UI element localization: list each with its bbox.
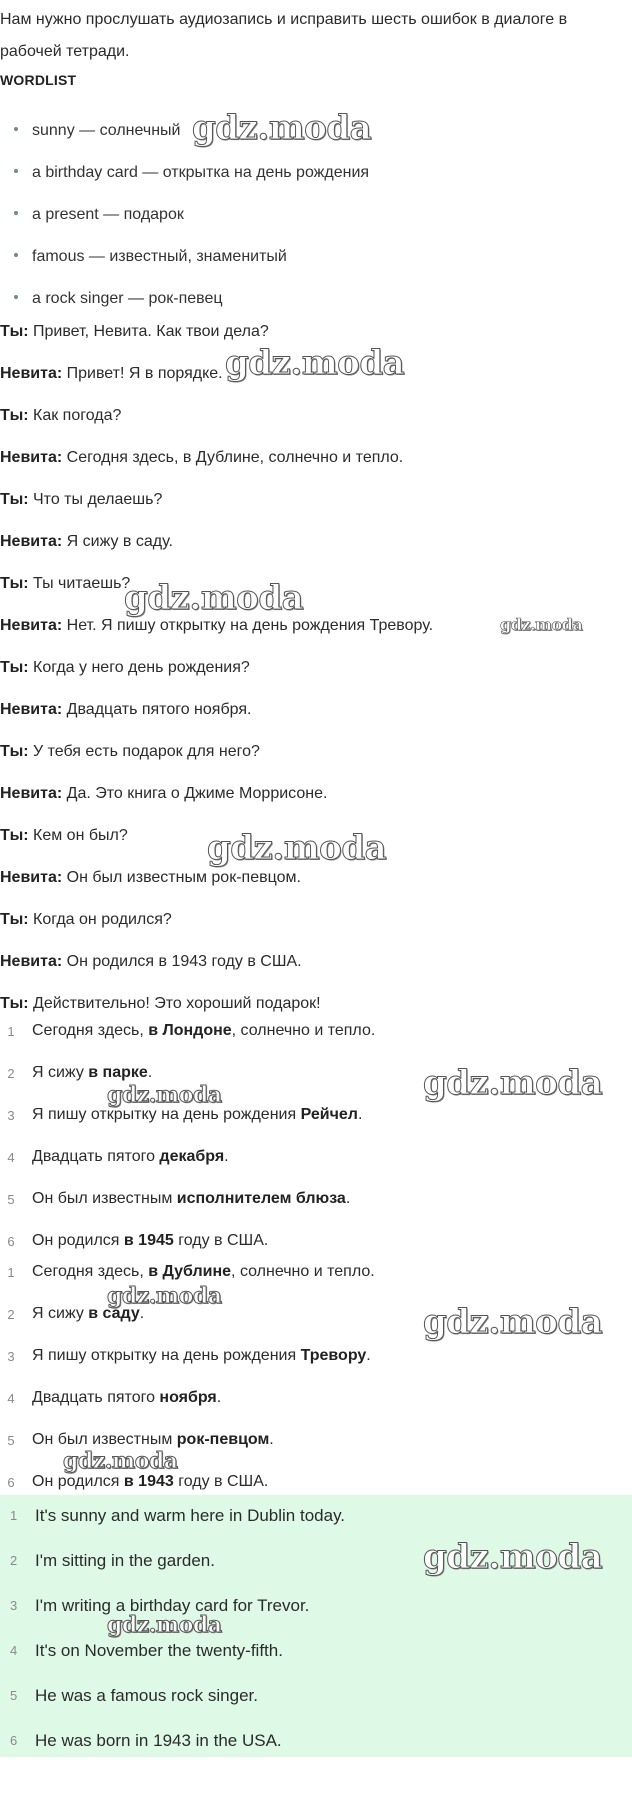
watermark-logo: gdz.moda — [207, 828, 387, 868]
wordlist-item: famous — известный, знаменитый — [14, 248, 287, 266]
answer-line: He was born in 1943 in the USA. — [35, 1731, 282, 1750]
watermark-logo: gdz.moda — [124, 578, 304, 618]
list-number: 4 — [7, 1391, 15, 1406]
answer-line: It's on November the twenty-fifth. — [35, 1641, 283, 1660]
list-number: 5 — [7, 1433, 15, 1448]
dialogue-line: Невита: Да. Это книга о Джиме Моррисоне. — [0, 785, 328, 802]
list-number: 3 — [7, 1349, 15, 1364]
list-number: 1 — [7, 1024, 15, 1039]
watermark-logo: gdz.moda — [107, 1082, 222, 1108]
bullet-icon — [14, 253, 18, 257]
list-number: 2 — [10, 1553, 18, 1568]
bullet-icon — [14, 211, 18, 215]
answer-line: I'm sitting in the garden. — [35, 1551, 215, 1570]
list-number: 2 — [7, 1066, 15, 1081]
dialogue-line: Ты: У тебя есть подарок для него? — [0, 743, 260, 760]
answer-line: He was a famous rock singer. — [35, 1686, 258, 1705]
list-number: 3 — [10, 1598, 18, 1613]
dialogue-line: Ты: Когда у него день рождения? — [0, 659, 250, 676]
dialogue-line: Невита: Привет! Я в порядке. — [0, 365, 223, 382]
watermark-logo: gdz.moda — [107, 1612, 222, 1638]
dialogue-line: Невита: Двадцать пятого ноября. — [0, 701, 252, 718]
list-number: 1 — [7, 1265, 15, 1280]
watermark-logo: gdz.moda — [423, 1063, 603, 1103]
list-number: 1 — [10, 1508, 18, 1523]
watermark-logo: gdz.moda — [423, 1537, 603, 1577]
list-number: 6 — [10, 1733, 18, 1748]
dialogue-line: Невита: Он родился в 1943 году в США. — [0, 953, 302, 970]
dialogue-line: Невита: Нет. Я пишу открытку на день рождения Тревору. — [0, 617, 434, 634]
dialogue-line: Невита: Сегодня здесь, в Дублине, солнечно и тепло. — [0, 449, 404, 466]
list-number: 2 — [7, 1307, 15, 1322]
watermark-logo: gdz.moda — [500, 615, 583, 634]
answer-line: I'm writing a birthday card for Trevor. — [35, 1596, 310, 1615]
list-item: Я сижу в парке. — [32, 1064, 153, 1081]
list-item: Двадцать пятого декабря. — [32, 1148, 229, 1165]
list-number: 3 — [7, 1108, 15, 1123]
list-item: Сегодня здесь, в Лондоне, солнечно и тепло. — [32, 1022, 376, 1039]
dialogue-line: Ты: Что ты делаешь? — [0, 491, 163, 508]
list-number: 4 — [7, 1150, 15, 1165]
list-item: Я сижу в саду. — [32, 1305, 145, 1322]
answer-line: It's sunny and warm here in Dublin today. — [35, 1506, 346, 1525]
list-item: Двадцать пятого ноября. — [32, 1389, 222, 1406]
dialogue-line: Невита: Я сижу в саду. — [0, 533, 173, 550]
list-number: 4 — [10, 1643, 18, 1658]
dialogue-line: Невита: Он был известным рок-певцом. — [0, 869, 301, 886]
list-number: 6 — [7, 1234, 15, 1249]
list-item: Я пишу открытку на день рождения Рейчел. — [32, 1106, 363, 1123]
list-item: Он был известным рок-певцом. — [32, 1431, 274, 1448]
watermark-logo: gdz.moda — [225, 343, 405, 383]
wordlist-item: a birthday card — открытка на день рождения — [14, 164, 369, 182]
dialogue-line: Ты: Когда он родился? — [0, 911, 172, 928]
watermark-logo: gdz.moda — [107, 1283, 222, 1309]
wordlist-item: a present — подарок — [14, 206, 184, 224]
list-number: 5 — [10, 1688, 18, 1703]
bullet-icon — [14, 169, 18, 173]
watermark-logo: gdz.moda — [63, 1448, 178, 1474]
list-item: Сегодня здесь, в Дублине, солнечно и тепло. — [32, 1263, 375, 1280]
list-item: Он родился в 1945 году в США. — [32, 1232, 269, 1249]
dialogue-line: Ты: Привет, Невита. Как твои дела? — [0, 323, 269, 340]
dialogue-line: Ты: Действительно! Это хороший подарок! — [0, 995, 321, 1012]
dialogue-line: Ты: Как погода? — [0, 407, 122, 424]
intro-text: Нам нужно прослушать аудиозапись и исправить шесть ошибок в диалоге в рабочей тетради. — [0, 11, 568, 60]
watermark-logo: gdz.moda — [192, 108, 372, 148]
wordlist-item: sunny — солнечный — [14, 122, 180, 140]
bullet-icon — [14, 127, 18, 131]
wordlist-heading: WORDLIST — [0, 72, 77, 88]
watermark-logo: gdz.moda — [423, 1302, 603, 1342]
list-item: Он родился в 1943 году в США. — [32, 1473, 269, 1490]
answer-block — [0, 1495, 632, 1757]
dialogue-line: Ты: Кем он был? — [0, 827, 128, 844]
wordlist-item: a rock singer — рок-певец — [14, 290, 223, 308]
dialogue-line: Ты: Ты читаешь? — [0, 575, 131, 592]
list-item: Он был известным исполнителем блюза. — [32, 1190, 351, 1207]
bullet-icon — [14, 295, 18, 299]
list-number: 6 — [7, 1475, 15, 1490]
list-number: 5 — [7, 1192, 15, 1207]
list-item: Я пишу открытку на день рождения Тревору. — [32, 1347, 371, 1364]
